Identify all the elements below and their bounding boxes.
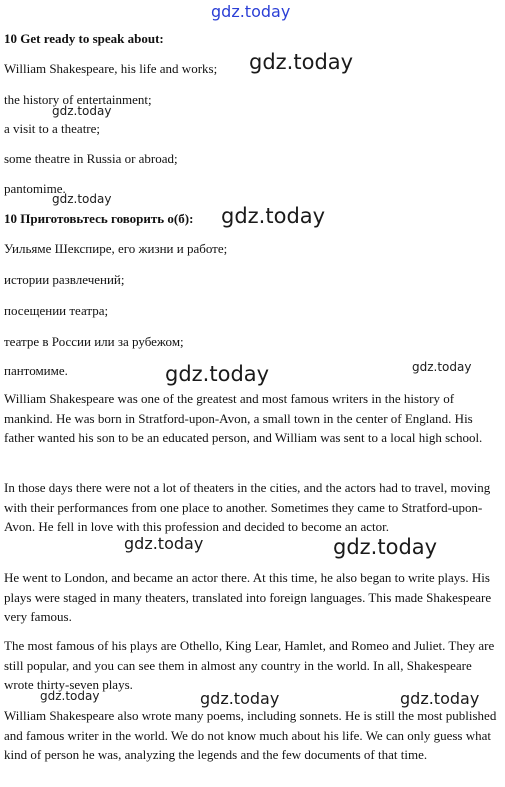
answer-paragraph: In those days there were not a lot of theaters in the cities, and the actors had to travel, moving with their performances from one place to another. Sometimes they came to Stratford-upon-Avon. He fell in love with this profession and decided to become an actor. bbox=[4, 480, 491, 534]
watermark: gdz.today bbox=[221, 204, 326, 228]
task-item-en: a visit to a theatre; bbox=[4, 121, 101, 136]
answer-paragraph: William Shakespeare also wrote many poems, including sonnets. He is still the most published and famous writer in the world. We do not know much about his life. We can only guess what kind of person he was, analyzing the legends and the few documents of that time. bbox=[4, 708, 497, 762]
watermark: gdz.today bbox=[52, 192, 112, 206]
watermark: gdz.today bbox=[165, 362, 270, 386]
task-item-ru: посещении театра; bbox=[4, 303, 109, 318]
watermark: gdz.today bbox=[40, 689, 100, 703]
task-heading-en: 10 Get ready to speak about: bbox=[4, 31, 164, 46]
watermark: gdz.today bbox=[400, 689, 480, 708]
task-item-ru: театре в России или за рубежом; bbox=[4, 334, 184, 349]
watermark: gdz.today bbox=[52, 104, 112, 118]
task-item-en: some theatre in Russia or abroad; bbox=[4, 151, 178, 166]
task-item-ru: пантомиме. bbox=[4, 363, 68, 378]
task-heading-ru: 10 Приготовьтесь говорить о(б): bbox=[4, 211, 194, 226]
task-item-en: William Shakespeare, his life and works; bbox=[4, 61, 218, 76]
task-item-en: pantomime. bbox=[4, 181, 66, 196]
watermark: gdz.today bbox=[200, 689, 280, 708]
watermark: gdz.today bbox=[124, 534, 204, 553]
watermark: gdz.today bbox=[412, 360, 472, 374]
watermark-top: gdz.today bbox=[211, 2, 291, 21]
answer-paragraph: The most famous of his plays are Othello, King Lear, Hamlet, and Romeo and Juliet. They are still popular, and you can see them in almost any country in the world. In all, Shakespeare wrote thirty-seven plays. bbox=[4, 638, 495, 692]
task-item-en: the history of entertainment; bbox=[4, 92, 152, 107]
watermark: gdz.today bbox=[249, 50, 354, 74]
answer-paragraph: He went to London, and became an actor there. At this time, he also began to write plays. His plays were staged in many theaters, translated into foreign languages. This made Shakespeare very famous. bbox=[4, 570, 492, 624]
task-item-ru: истории развлечений; bbox=[4, 272, 125, 287]
watermark: gdz.today bbox=[333, 535, 438, 559]
task-item-ru: Уильяме Шекспире, его жизни и работе; bbox=[4, 241, 228, 256]
answer-paragraph: William Shakespeare was one of the greatest and most famous writers in the history of mankind. He was born in Stratford-upon-Avon, a small town in the center of England. His father wanted his son to be an educated person, and William was sent to a local high school. bbox=[4, 391, 483, 445]
